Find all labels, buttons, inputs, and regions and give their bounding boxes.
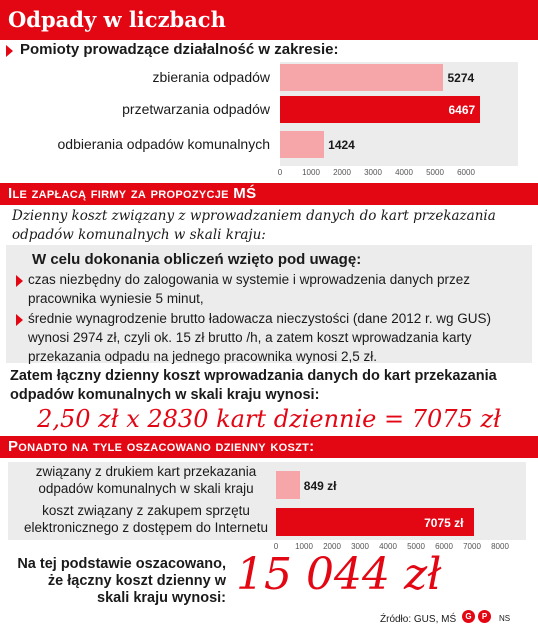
total-title: Zatem łączny dzienny koszt wprowadzania danych do kart przekazania odpadów komunalnych w skali kraju wynosi:	[10, 368, 497, 403]
axis-tick-label: 4000	[395, 168, 413, 177]
publisher-logo-icon: P	[478, 610, 491, 623]
bar-value-label: 7075 zł	[424, 516, 464, 530]
bar-value-label: 5274	[447, 71, 475, 85]
section1-title: Pomioty prowadzące działalność w zakresie:	[20, 41, 339, 58]
category-label: odbierania odpadów komunalnych	[57, 136, 270, 152]
source-text: Źródło: GUS, MŚ	[380, 614, 457, 625]
section3-title: Ponadto na tyle oszacowano dzienny koszt:	[8, 438, 315, 455]
axis-tick-label: 5000	[407, 542, 425, 551]
axis-tick-label: 7000	[463, 542, 481, 551]
axis-tick-label: 0	[277, 168, 283, 177]
axis-tick-label: 4000	[379, 542, 397, 551]
axis-tick-label: 1000	[295, 542, 313, 551]
bar-value-label: 1424	[328, 138, 355, 152]
section2-title: Ile zapłacą firmy za propozycje MŚ	[8, 185, 257, 202]
bullet-item: średnie wynagrodzenie brutto ładowacza nieczystości (dane 2012 r. wg GUS) wynosi 2974 zł, czyli ok. 15 zł brutto /h, a zatem koszt wprowadzania karty przekazania odpadu na jednego pracownika wynosi 2,5 zł.	[28, 311, 491, 364]
intro-text: Dzienny koszt związany z wprowadzaniem danych do kart przekazania odpadów komunalnych w skali kraju:	[12, 208, 496, 243]
axis-tick-label: 1000	[302, 168, 320, 177]
axis-tick-label: 5000	[426, 168, 444, 177]
axis-tick-label: 6000	[457, 168, 475, 177]
bullet-item: czas niezbędny do zalogowania w systemie i wprowadzenia danych przez pracownika wyniesie 5 minut,	[28, 272, 470, 306]
bar	[276, 471, 300, 499]
axis-tick-label: 3000	[351, 542, 369, 551]
axis-tick-label: 2000	[333, 168, 351, 177]
publisher-logo-icon: G	[462, 610, 475, 623]
axis-tick-label: 8000	[491, 542, 509, 551]
summary-text: Na tej podstawie oszacowano, że łączny koszt dzienny w skali kraju wynosi:	[17, 556, 226, 606]
category-label: związany z drukiem kart przekazania odpadów komunalnych w skali kraju	[35, 464, 257, 496]
calc-title: W celu dokonania obliczeń wzięto pod uwagę:	[32, 251, 362, 268]
axis-tick-label: 0	[273, 542, 279, 551]
bar-value-label: 6467	[448, 103, 476, 117]
category-label: koszt związany z zakupem sprzętu elektronicznego z dostępem do Internetu	[24, 503, 268, 535]
axis-tick-label: 6000	[435, 542, 453, 551]
axis-tick-label: 2000	[323, 542, 341, 551]
formula: 2,50 zł x 2830 kart dziennie = 7075 zł	[37, 405, 501, 433]
credit-text: NS	[499, 614, 511, 623]
axis-tick-label: 3000	[364, 168, 382, 177]
summary-total: 15 044 zł	[236, 549, 442, 600]
page-title: Odpady w liczbach	[8, 7, 226, 32]
category-label: przetwarzania odpadów	[122, 101, 270, 117]
category-label: zbierania odpadów	[152, 69, 270, 85]
bar-value-label: 849 zł	[303, 479, 337, 493]
